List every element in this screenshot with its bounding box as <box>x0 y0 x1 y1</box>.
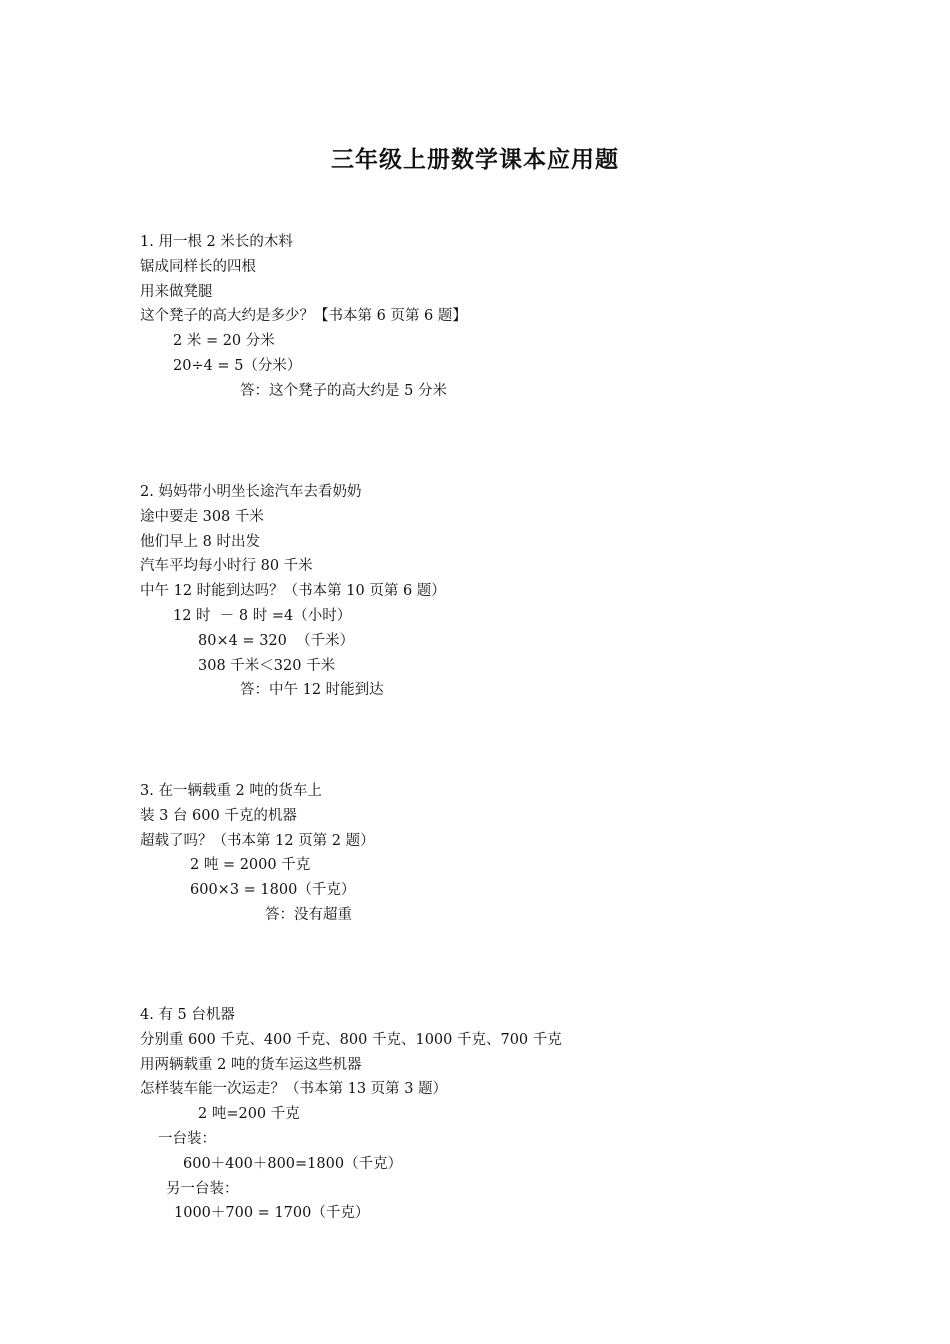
problem-1-answer: 答：这个凳子的高大约是 5 分米 <box>240 382 447 399</box>
problem-1-question-line: 这个凳子的高大约是多少？【书本第 6 页第 6 题】 <box>140 308 467 325</box>
problem-4-solution-line: 2 吨=200 千克 <box>198 1106 300 1123</box>
problem-2-solution-line: 12 时 － 8 时 =4（小时） <box>173 607 352 624</box>
problem-3 <box>140 779 840 928</box>
problem-2-question-line: 中午 12 时能到达吗？（书本第 10 页第 6 题） <box>140 583 446 600</box>
problem-2-solution-line: 308 千米＜320 千米 <box>198 657 336 674</box>
problem-3-answer: 答：没有超重 <box>265 906 352 923</box>
problem-2-question-line: 途中要走 308 千米 <box>140 508 264 525</box>
problem-1-question-line: 用来做凳腿 <box>140 283 213 300</box>
problem-2-question-line: 汽车平均每小时行 80 千米 <box>140 558 313 575</box>
problem-1-solution-line: 2 米 = 20 分米 <box>173 333 275 350</box>
problem-3-question-line: 装 3 台 600 千克的机器 <box>140 807 297 824</box>
problem-2-solution-line: 80×4 = 320 （千米） <box>198 632 355 649</box>
problem-1 <box>140 230 840 404</box>
problem-1-question-line: 锯成同样长的四根 <box>140 258 256 275</box>
document-title: 三年级上册数学课本应用题 <box>331 147 619 173</box>
problem-3-question-line: 3. 在一辆载重 2 吨的货车上 <box>140 783 322 799</box>
problem-4 <box>140 1003 840 1226</box>
problem-2-question-line: 2. 妈妈带小明坐长途汽车去看奶奶 <box>140 484 362 500</box>
problem-3-question-line: 超载了吗？（书本第 12 页第 2 题） <box>140 832 375 849</box>
problem-4-solution-line: 一台装： <box>158 1130 216 1147</box>
problem-4-question-line: 怎样装车能一次运走？（书本第 13 页第 3 题） <box>140 1081 448 1098</box>
problem-4-solution-line: 600＋400＋800=1800（千克） <box>183 1155 403 1172</box>
problem-4-question-line: 用两辆载重 2 吨的货车运这些机器 <box>140 1056 362 1073</box>
problem-1-question-line: 1. 用一根 2 米长的木料 <box>140 234 293 250</box>
problem-4-question-line: 4. 有 5 台机器 <box>140 1007 235 1023</box>
problem-1-solution-line: 20÷4 = 5（分米） <box>173 357 302 374</box>
problem-2-question-line: 他们早上 8 时出发 <box>140 533 260 550</box>
problem-2-answer: 答：中午 12 时能到达 <box>240 682 384 699</box>
problem-4-solution-line: 另一台装： <box>166 1180 239 1197</box>
problem-3-solution-line: 2 吨 = 2000 千克 <box>190 857 311 874</box>
problem-2 <box>140 480 840 703</box>
problem-4-solution-line: 1000＋700 = 1700（千克） <box>174 1205 370 1222</box>
problem-4-question-line: 分别重 600 千克、400 千克、800 千克、1000 千克、700 千克 <box>140 1031 562 1048</box>
problem-3-solution-line: 600×3 = 1800（千克） <box>190 882 356 899</box>
